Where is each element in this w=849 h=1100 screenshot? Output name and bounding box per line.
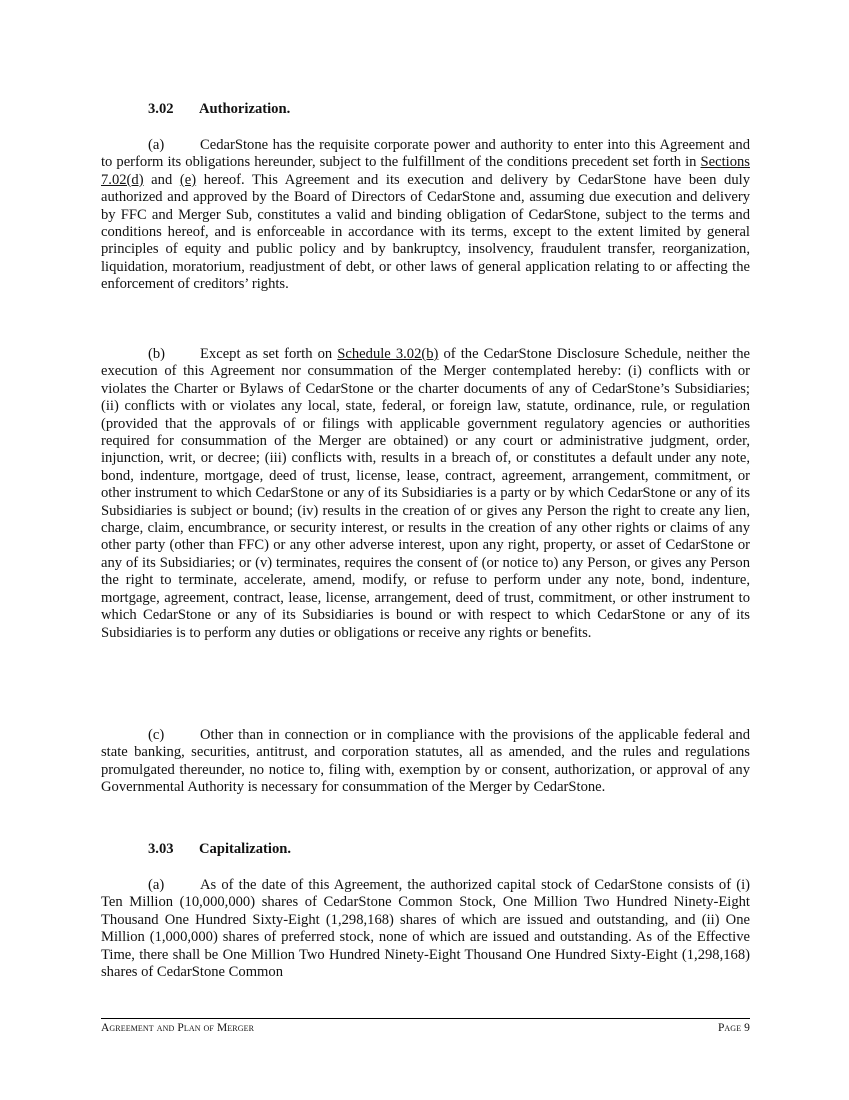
- section-3-03-heading: [148, 841, 291, 858]
- paragraph-text: Other than in connection or in compliance with the provisions of the applicable federal and state banking, securities, antitrust, and corporation statutes, all as amended, and the rules and regulations promulgated thereunder, no notice to, filing with, exemption by or consent, authorization, or approval of any Governmental Authority is necessary for consummation of the Merger by CedarStone.: [101, 727, 750, 796]
- paragraph-3-02-b: [101, 346, 750, 642]
- paragraph-3-03-a: [101, 877, 750, 981]
- paragraph-label: (c): [148, 727, 165, 743]
- section-title: Authorization.: [199, 101, 291, 117]
- cross-reference-link: (e): [179, 171, 197, 188]
- paragraph-label: (a): [148, 877, 165, 893]
- paragraph-text: hereof. This Agreement and its execution and delivery by CedarStone have been duly authorized and approved by the Board of Directors of CedarStone and, assuming due execution and delivery by FFC and Merger Sub, constitutes a valid and binding obligation of CedarStone, subject to the terms and conditions hereof, and is enforceable in accordance with its terms, except to the extent limited by general principles of equity and public policy and by bankruptcy, insolvency, fraudulent transfer, reorganization, liquidation, moratorium, readjustment of debt, or other laws of general application relating to or affecting the enforcement of creditors’ rights.: [101, 171, 750, 293]
- paragraph-3-02-a: [101, 137, 750, 294]
- cross-reference-link: Sections 7.02(d): [101, 154, 750, 188]
- paragraph-text: and: [143, 171, 180, 188]
- section-title: Capitalization.: [199, 841, 292, 857]
- section-3-02-heading: [148, 101, 290, 118]
- footer-document-title: Agreement and Plan of Merger: [101, 1022, 254, 1034]
- paragraph-3-02-c: [101, 727, 750, 797]
- cross-reference-link: Schedule 3.02(b): [337, 346, 439, 362]
- footer-divider: [101, 1018, 750, 1019]
- paragraph-text: CedarStone has the requisite corporate power and authority to enter into this Agreement and to perform its obligations hereunder, subject to the fulfillment of the conditions precedent set forth in: [101, 137, 750, 171]
- section-number: 3.03: [148, 841, 174, 857]
- paragraph-label: (a): [148, 137, 165, 153]
- paragraph-label: (b): [148, 346, 166, 362]
- paragraph-text: As of the date of this Agreement, the authorized capital stock of CedarStone consists of (i) Ten Million (10,000,000) shares of CedarStone Common Stock, One Million Two Hundred Ninety-Eight Thousand One Hundred Sixty-Eight (1,298,168) shares of which are issued and outstanding, and (ii) One Million (1,000,000) shares of preferred stock, none of which are issued and outstanding. As of the Effective Time, there shall be One Million Two Hundred Ninety-Eight Thousand One Hundred Sixty-Eight (1,298,168) shares of CedarStone Common: [101, 877, 750, 981]
- paragraph-text: Except as set forth on: [200, 346, 338, 362]
- paragraph-text: of the CedarStone Disclosure Schedule, neither the execution of this Agreement nor consummation of the Merger contemplated hereby: (i) conflicts with or violates the Charter or Bylaws of CedarStone or the charter documents of any of CedarStone’s Subsidiaries; (ii) conflicts with or violates any local, state, federal, or foreign law, statute, ordinance, rule, or regulation (provided that the approvals of or filings with applicable government regulatory agencies or authorities required for consummation of the Merger are obtained) or any court or administrative judgment, order, injunction, writ, or decree; (iii) conflicts with, results in a breach of, or constitutes a default under any note, bond, indenture, mortgage, deed of trust, license, lease, contract, agreement, arrangement, commitment, or other instrument to which CedarStone or any of its Subsidiaries is a party or by which CedarStone or any of its Subsidiaries is subject or bound; (iv) results in the creation of or gives any Person the right to create any lien, charge, claim, encumbrance, or security interest, or results in the creation of any other rights or claims of any other party (other than FFC) or any other adverse interest, upon any right, property, or asset of CedarStone or any of its Subsidiaries; or (v) terminates, requires the consent of (or notice to) any Person, or gives any Person the right to terminate, accelerate, amend, modify, or refuse to perform under any note, bond, indenture, mortgage, agreement, contract, lease, license, arrangement, deed of trust, commitment, or other instrument to which CedarStone or any of its Subsidiaries is bound or with respect to which CedarStone or any of its Subsidiaries is to perform any duties or obligations or receive any rights or benefits.: [101, 346, 750, 641]
- section-number: 3.02: [148, 101, 174, 117]
- footer-page-number: Page 9: [717, 1022, 750, 1034]
